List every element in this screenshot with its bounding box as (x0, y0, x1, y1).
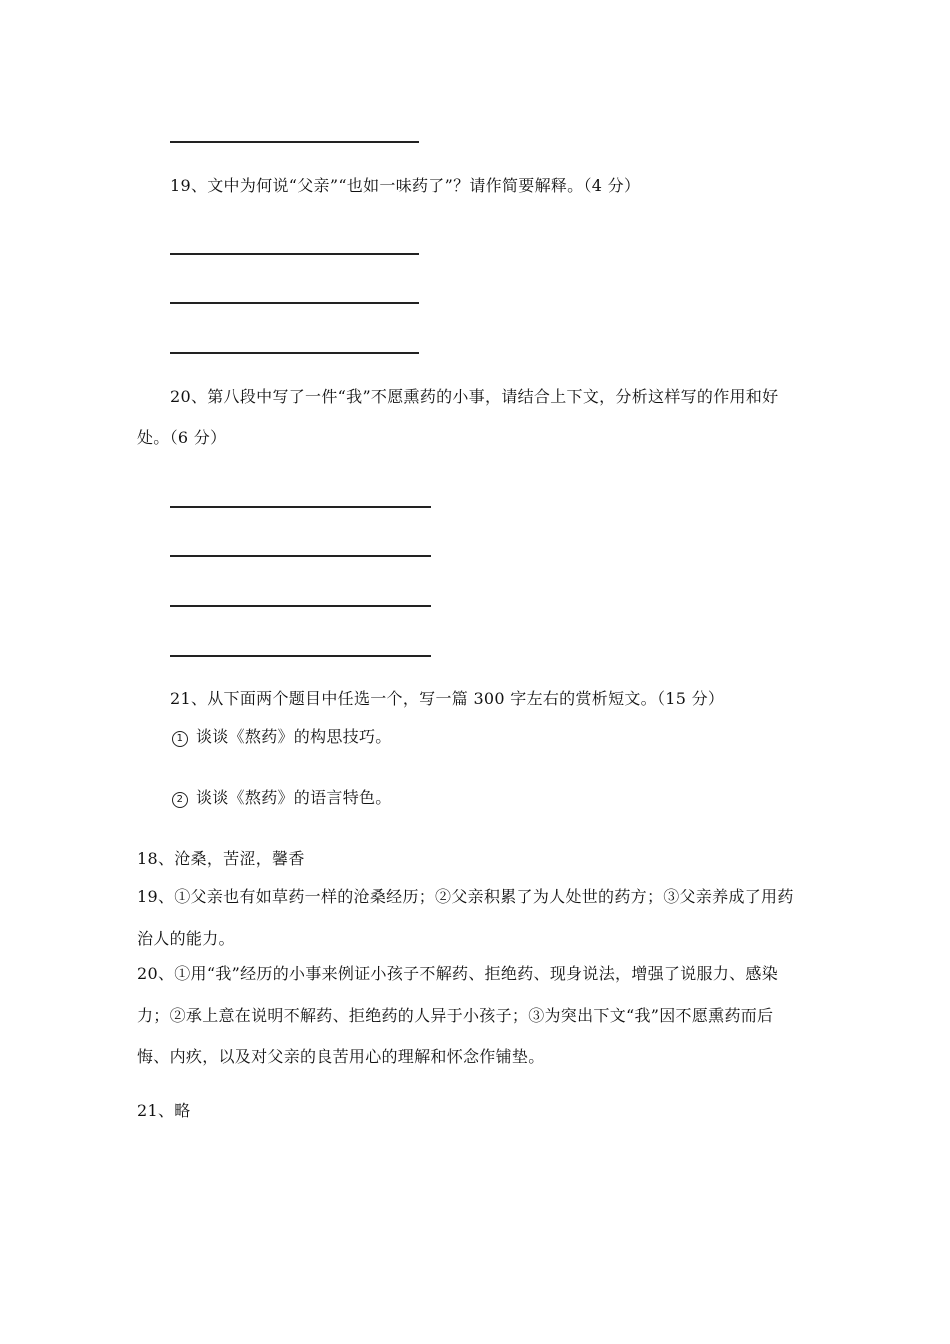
circled-number-icon: 1 (172, 731, 188, 747)
question-20-line-1: 20、第八段中写了一件“我”不愿熏药的小事，请结合上下文，分析这样写的作用和好 (170, 387, 779, 406)
circled-number-icon: 2 (172, 792, 188, 808)
option-text: 谈谈《熬药》的语言特色。 (196, 788, 392, 807)
answer-blank-line (170, 555, 431, 557)
option-text: 谈谈《熬药》的构思技巧。 (196, 727, 392, 746)
answer-blank-line (170, 302, 419, 304)
answer-21: 21、略 (137, 1101, 191, 1120)
answer-19-line-2: 治人的能力。 (137, 929, 235, 948)
question-19: 19、文中为何说“父亲”“也如一味药了”？请作简要解释。（4 分） (170, 176, 641, 195)
answer-blank-line (170, 655, 431, 657)
answer-blank-line (170, 253, 419, 255)
answer-20-line-2: 力；②承上意在说明不解药、拒绝药的人异于小孩子；③为突出下文“我”因不愿熏药而后 (137, 1006, 774, 1025)
answer-blank-line (170, 141, 419, 143)
answer-18: 18、沧桑，苦涩，馨香 (137, 849, 305, 868)
question-21: 21、从下面两个题目中任选一个，写一篇 300 字左右的赏析短文。（15 分） (170, 689, 725, 708)
question-20-line-2: 处。（6 分） (137, 428, 227, 447)
answer-20-line-1: 20、①用“我”经历的小事来例证小孩子不解药、拒绝药、现身说法，增强了说服力、感染 (137, 964, 779, 983)
question-21-option-1 (172, 726, 392, 748)
question-21-option-2 (172, 787, 392, 809)
answer-blank-line (170, 506, 431, 508)
answer-20-line-3: 悔、内疚，以及对父亲的良苦用心的理解和怀念作铺垫。 (137, 1047, 545, 1066)
answer-blank-line (170, 605, 431, 607)
answer-19-line-1: 19、①父亲也有如草药一样的沧桑经历；②父亲积累了为人处世的药方；③父亲养成了用药 (137, 887, 794, 906)
answer-blank-line (170, 352, 419, 354)
